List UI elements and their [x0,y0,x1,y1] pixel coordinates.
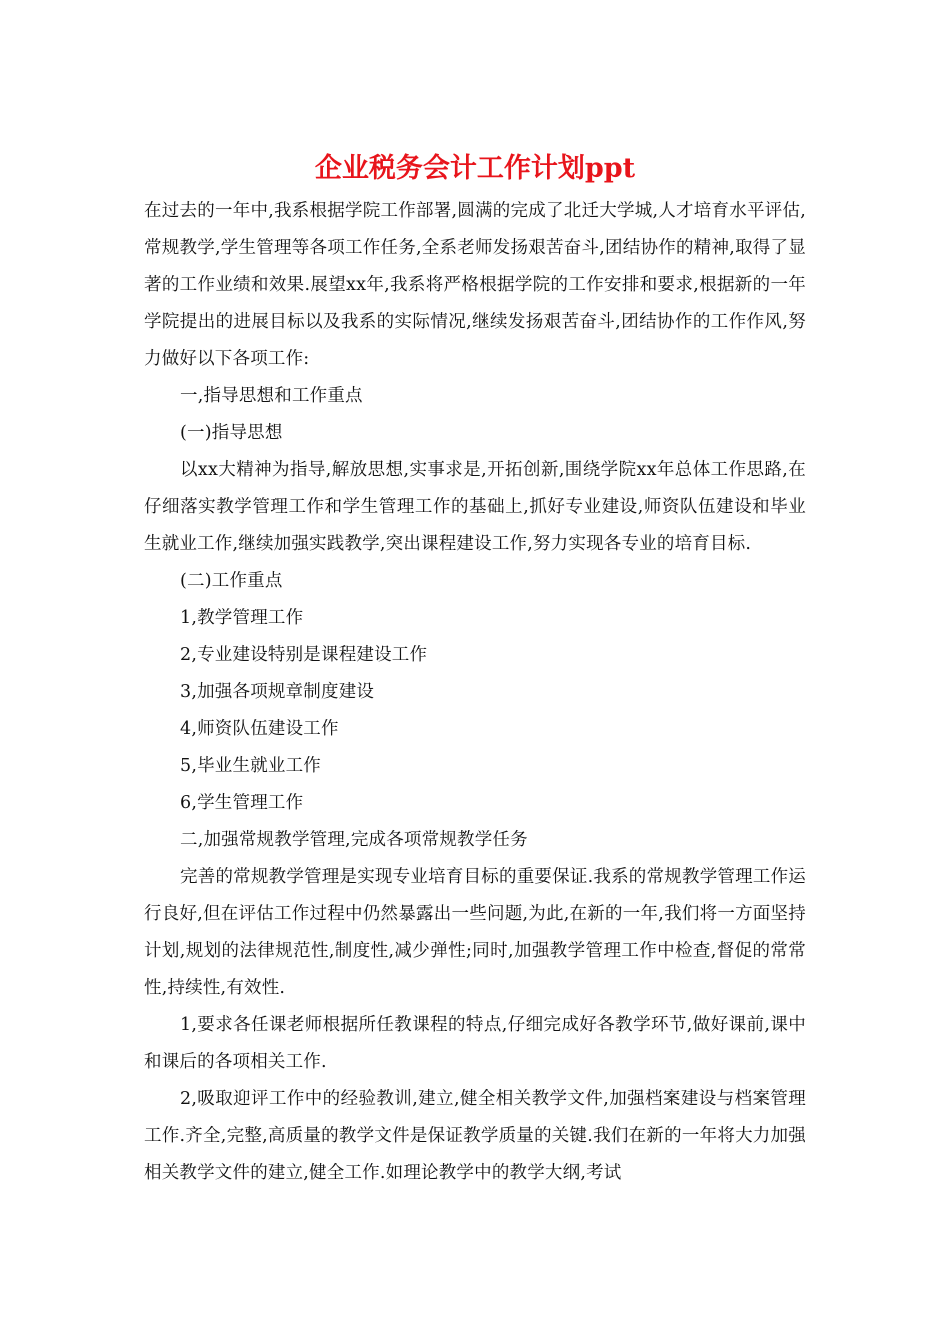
list-item: 2,专业建设特别是课程建设工作 [180,645,428,665]
document-body [144,193,806,1192]
list-item: 6,学生管理工作 [180,793,304,813]
list-item: 3,加强各项规章制度建设 [180,682,375,702]
list-item: 1,教学管理工作 [180,608,304,628]
section-heading-2: 二,加强常规教学管理,完成各项常规教学任务 [180,830,528,850]
guiding-ideology-paragraph: 以xx大精神为指导,解放思想,实事求是,开拓创新,围绕学院xx年总体工作思路,在仔细落实教学管理工作和学生管理工作的基础上,抓好专业建设,师资队伍建设和毕业生就业工作,继续加强实践教学,突出课程建设工作,努力实现各专业的培育目标. [144,460,806,554]
list-item: 5,毕业生就业工作 [180,756,321,776]
subsection-heading-guiding-ideology: (一)指导思想 [180,423,283,443]
numbered-paragraph: 1,要求各任课老师根据所任教课程的特点,仔细完成好各教学环节,做好课前,课中和课后的各项相关工作. [144,1015,806,1072]
subsection-heading-work-focus: (二)工作重点 [180,571,283,591]
numbered-paragraph: 2,吸取迎评工作中的经验教训,建立,健全相关教学文件,加强档案建设与档案管理工作.齐全,完整,高质量的教学文件是保证教学质量的关键.我们在新的一年将大力加强相关教学文件的建立,健全工作.如理论教学中的教学大纲,考试 [144,1089,806,1183]
section-heading-1: 一,指导思想和工作重点 [180,386,363,406]
document-title: 企业税务会计工作计划ppt [314,153,636,184]
list-item: 4,师资队伍建设工作 [180,719,339,739]
teaching-management-paragraph: 完善的常规教学管理是实现专业培育目标的重要保证.我系的常规教学管理工作运行良好,但在评估工作过程中仍然暴露出一些问题,为此,在新的一年,我们将一方面坚持计划,规划的法律规范性,制度性,减少弹性;同时,加强教学管理工作中检查,督促的常常性,持续性,有效性. [144,867,806,998]
intro-paragraph: 在过去的一年中,我系根据学院工作部署,圆满的完成了北迁大学城,人才培育水平评估,常规教学,学生管理等各项工作任务,全系老师发扬艰苦奋斗,团结协作的精神,取得了显著的工作业绩和效果.展望xx年,我系将严格根据学院的工作安排和要求,根据新的一年学院提出的进展目标以及我系的实际情况,继续发扬艰苦奋斗,团结协作的工作作风,努力做好以下各项工作: [144,201,806,369]
